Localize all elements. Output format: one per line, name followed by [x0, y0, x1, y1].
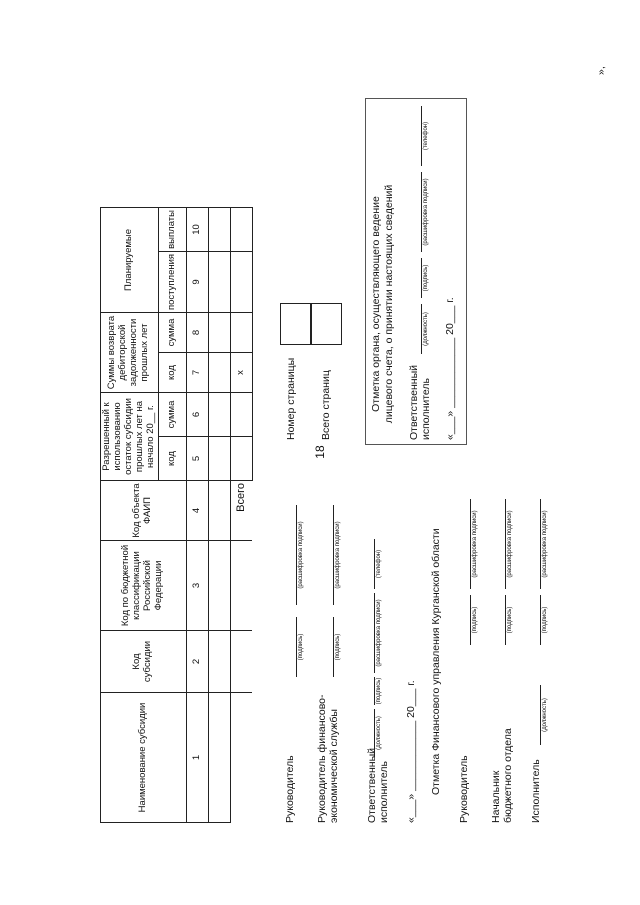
col-number: 10: [186, 207, 208, 251]
caption-decode: (расшифровка подписи): [423, 178, 429, 246]
total-label: Всего: [235, 483, 248, 512]
header-code-subsidy: Код субсидии: [101, 631, 187, 693]
budget-head-decode[interactable]: [505, 499, 506, 589]
finance-title: Отметка Финансового управления Курганской области: [430, 528, 442, 795]
col-number: 8: [186, 313, 208, 353]
finance-head-label: Руководитель: [458, 755, 470, 823]
header-return-code: код: [158, 353, 186, 393]
caption-position: (должность): [542, 698, 548, 732]
executor-position[interactable]: [540, 685, 541, 745]
account-sign-line[interactable]: [421, 258, 422, 298]
fin-head-label: Руководитель финансово-экономической службы: [316, 694, 340, 823]
caption-decode: (расшифровка подписи): [298, 521, 304, 589]
responsible-label: Ответственный исполнитель: [366, 748, 390, 823]
header-return: Суммы возврата дебиторской задолженности прошлых лет: [101, 313, 159, 393]
col-number: 4: [186, 481, 208, 541]
executor-sign[interactable]: [540, 595, 541, 645]
total-pages-label: Всего страниц: [320, 370, 332, 440]
empty-cell[interactable]: [208, 693, 230, 823]
col-number: 5: [186, 437, 208, 481]
empty-cell[interactable]: [208, 353, 230, 393]
head-decode-line[interactable]: [296, 505, 297, 605]
date-line[interactable]: «___» ____________ 20___ г.: [405, 680, 417, 823]
header-allowed-code: код: [158, 437, 186, 481]
page-number: 18: [313, 445, 327, 459]
empty-cell[interactable]: [208, 631, 230, 693]
header-planned-in: поступления: [158, 251, 186, 312]
empty-cell[interactable]: [208, 251, 230, 312]
caption-decode: (расшифровка подписи): [507, 510, 513, 578]
caption-decode: (расшифровка подписи): [542, 510, 548, 578]
empty-cell[interactable]: [208, 207, 230, 251]
empty-cell[interactable]: [208, 393, 230, 437]
header-planned: Планируемые: [101, 207, 159, 312]
col-number: 3: [186, 541, 208, 631]
account-box: [365, 98, 467, 445]
col-number: 2: [186, 631, 208, 693]
caption-sign: (подпись): [376, 677, 382, 705]
total-cell[interactable]: [230, 207, 252, 251]
head-label: Руководитель: [284, 755, 296, 823]
responsible-decode-line[interactable]: [374, 593, 375, 673]
col-number: 9: [186, 251, 208, 312]
caption-decode: (расшифровка подписи): [376, 599, 382, 667]
executor-label: Исполнитель: [530, 759, 542, 823]
account-decode-line[interactable]: [421, 172, 422, 252]
col-number: 6: [186, 393, 208, 437]
total-x: x: [230, 353, 252, 393]
caption-sign: (подпись): [423, 264, 429, 292]
account-date[interactable]: «___» ____________ 20___ г.: [444, 297, 456, 440]
responsible-position-line[interactable]: [374, 709, 375, 757]
head-sign-line[interactable]: [296, 617, 297, 677]
header-return-sum: сумма: [158, 313, 186, 353]
header-faip-code: Код объекта ФАИП: [101, 481, 187, 541]
account-title: Отметка органа, осуществляющего ведение лицевого счета, о принятии настоящих сведений: [370, 184, 396, 424]
empty-cell[interactable]: [208, 481, 230, 541]
fin-sign-line[interactable]: [333, 617, 334, 677]
responsible-sign-line[interactable]: [374, 677, 375, 705]
page-number-box[interactable]: [280, 303, 312, 345]
total-cell[interactable]: [230, 393, 252, 437]
total-cell[interactable]: [230, 251, 252, 312]
header-budget-code: Код по бюджетной классификации Российской Федерации: [101, 541, 187, 631]
caption-sign: (подпись): [472, 606, 478, 634]
finance-head-decode[interactable]: [470, 499, 471, 589]
subsidy-table: [100, 207, 253, 823]
caption-position: (должность): [376, 716, 382, 750]
header-name: Наименование субсидии: [101, 693, 187, 823]
account-position-line[interactable]: [421, 304, 422, 354]
caption-sign: (подпись): [335, 633, 341, 661]
executor-decode[interactable]: [540, 499, 541, 589]
header-allowed-sum: сумма: [158, 393, 186, 437]
header-allowed: Разрешенный к использованию остаток субсидии прошлых лет на начало 20__ г.: [101, 393, 159, 481]
account-phone-line[interactable]: [421, 106, 422, 166]
empty-cell[interactable]: [208, 437, 230, 481]
caption-sign: (подпись): [542, 606, 548, 634]
total-cell[interactable]: [230, 313, 252, 353]
caption-sign: (подпись): [507, 606, 513, 634]
account-responsible: Ответственный исполнитель: [408, 365, 432, 440]
empty-cell[interactable]: [208, 313, 230, 353]
caption-decode: (расшифровка подписи): [335, 521, 341, 589]
total-cell[interactable]: [230, 437, 252, 481]
empty-cell[interactable]: [208, 541, 230, 631]
caption-position: (должность): [423, 312, 429, 346]
fin-decode-line[interactable]: [333, 505, 334, 605]
caption-sign: (подпись): [298, 633, 304, 661]
col-number: 7: [186, 353, 208, 393]
header-planned-out: выплаты: [158, 207, 186, 251]
finance-head-sign[interactable]: [470, 595, 471, 645]
corner-mark: »,: [595, 66, 607, 75]
budget-head-sign[interactable]: [505, 595, 506, 645]
col-number: 1: [186, 693, 208, 823]
caption-phone: (телефон): [376, 549, 382, 579]
budget-head-label: Начальник бюджетного отдела: [490, 728, 514, 823]
total-pages-box[interactable]: [310, 303, 342, 345]
responsible-phone-line[interactable]: [374, 539, 375, 589]
page-number-label: Номер страницы: [285, 357, 297, 440]
caption-decode: (расшифровка подписи): [472, 510, 478, 578]
caption-phone: (телефон): [423, 121, 429, 151]
